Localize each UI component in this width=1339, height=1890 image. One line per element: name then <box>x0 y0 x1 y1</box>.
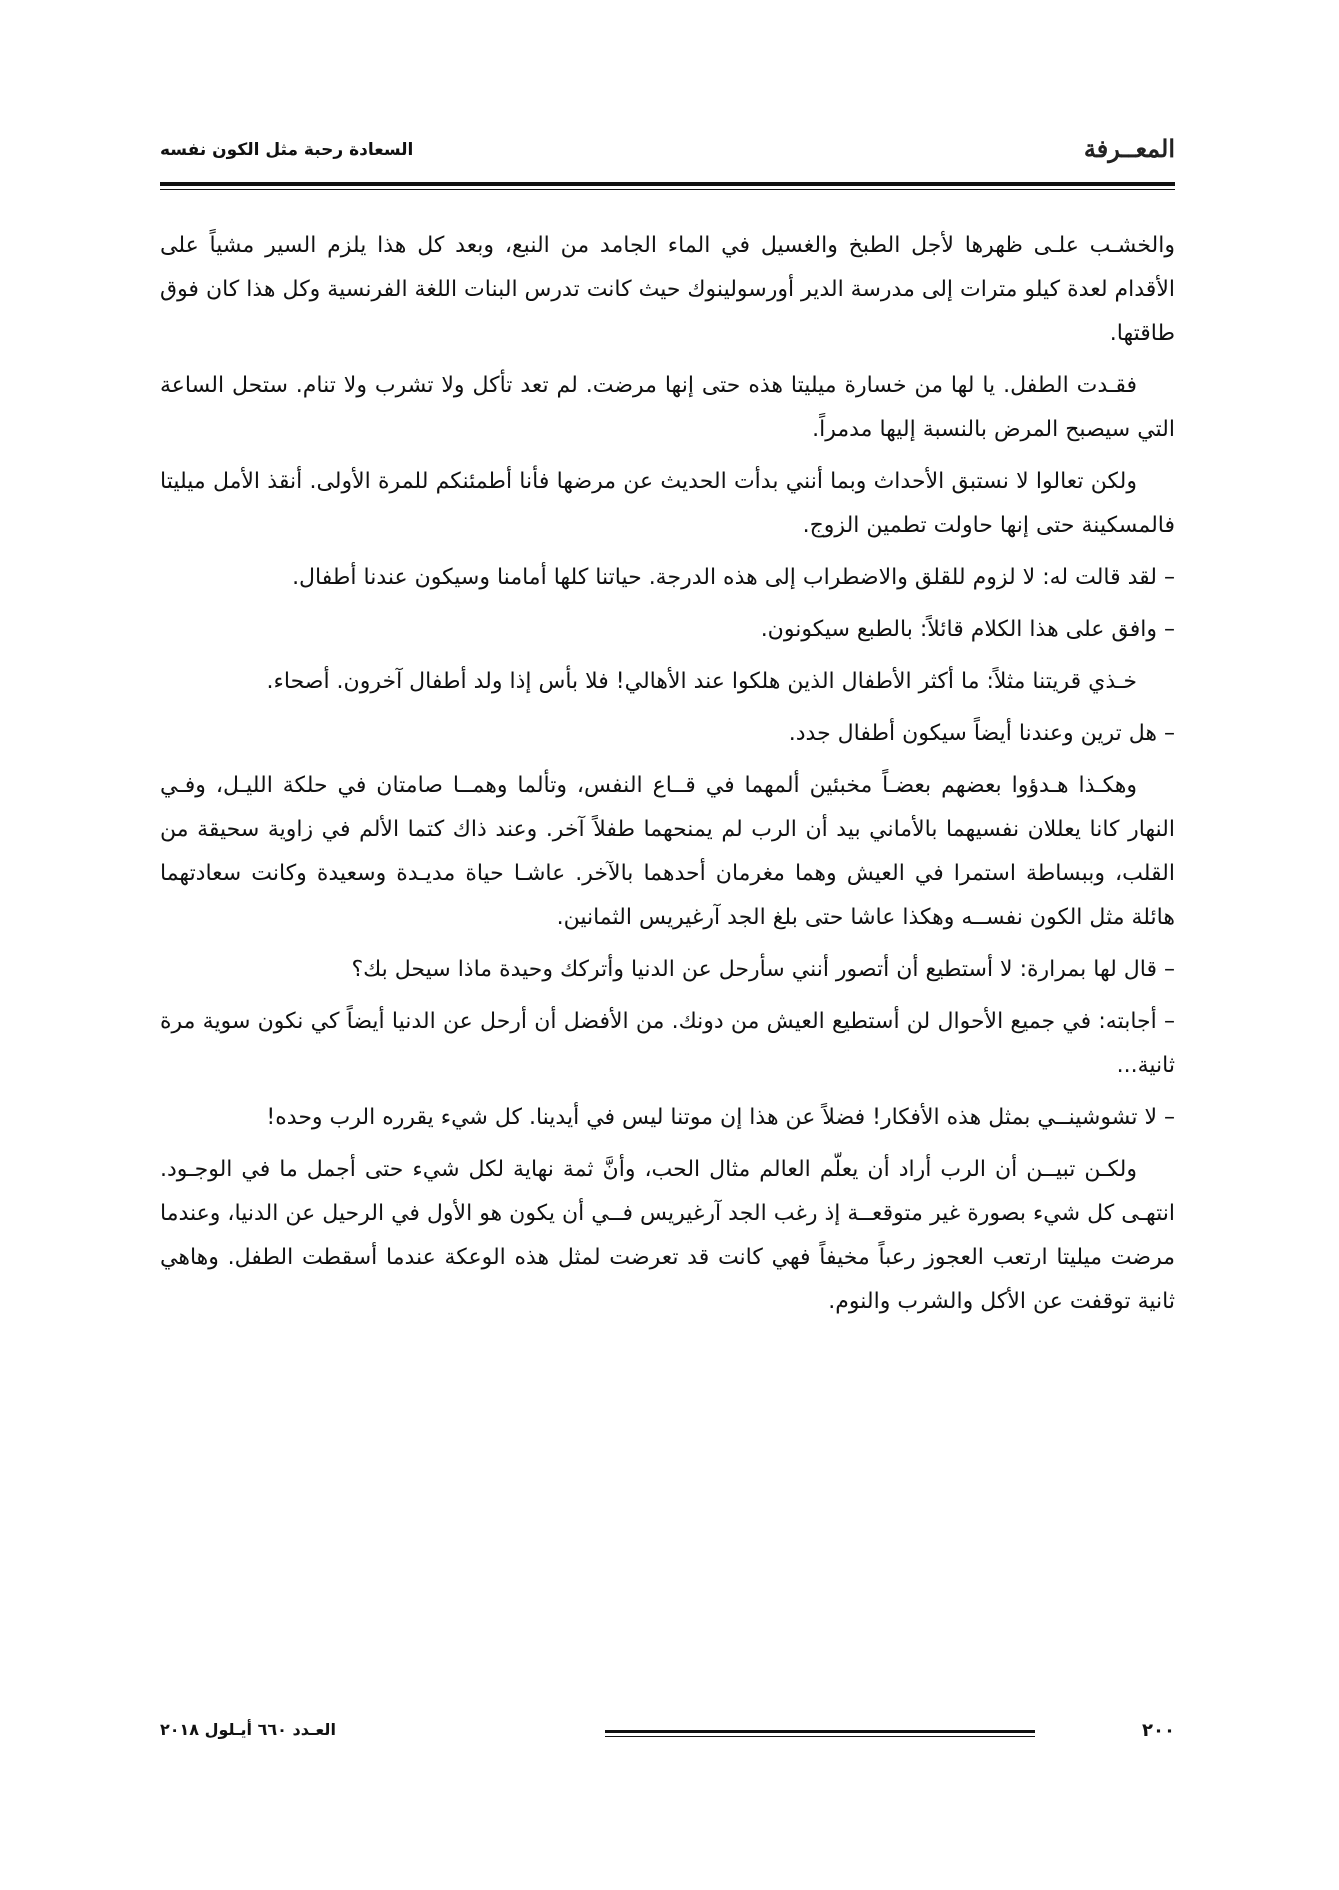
paragraph: وهكـذا هـدؤوا بعضهم بعضـاً مخبئين ألمهما في قــاع النفس، وتألما وهمــا صامتان في حلكة الليـل، وفـي النهار كانا يعللان نفسيهما بالأماني بيد أن الرب لم يمنحهما طفلاً آخر. وعند ذاك كتما الألم في زاوية سحيقة من القلب، وببساطة استمرا في العيش وهما مغرمان أحدهما بالآخر. عاشـا حياة مديـدة وسعيدة وكانت سعادتهما هائلة مثل الكون نفســه وهكذا عاشا حتى بلغ الجد آرغيريس الثمانين. <box>160 773 1175 930</box>
footer-divider <box>605 1730 1035 1733</box>
paragraph: ولكن تعالوا لا نستبق الأحداث وبما أنني بدأت الحديث عن مرضها فأنا أطمئنكم للمرة الأولى. أنقذ الأمل ميليتا فالمسكينة حتى إنها حاولت تطمين الزوج. <box>160 469 1175 538</box>
paragraph: والخشـب علـى ظهرها لأجل الطبخ والغسيل في الماء الجامد من النبع، وبعد كل هذا يلزم السير مشياً على الأقدام لعدة كيلو مترات إلى مدرسة الدير أورسولينوك حيث كانت تدرس البنات اللغة الفرنسية وكل هذا كان فوق طاقتها. <box>160 233 1175 346</box>
dialogue-line: – لقد قالت له: لا لزوم للقلق والاضطراب إلى هذه الدرجة. حياتنا كلها أمامنا وسيكون عندنا أطفال. <box>292 565 1175 590</box>
issue-info: العـدد ٦٦٠ أيـلول ٢٠١٨ <box>160 1720 336 1739</box>
dialogue-line: – أجابته: في جميع الأحوال لن أستطيع العيش من دونك. من الأفضل أن أرحل عن الدنيا أيضاً كي نكون سوية مرة ثانية... <box>160 1009 1175 1078</box>
paragraph: ولكـن تبيــن أن الرب أراد أن يعلّم العالم مثال الحب، وأنَّ ثمة نهاية لكل شيء حتى أجمل ما في الوجـود. انتهـى كل شيء بصورة غير متوقعــة إذ رغب الجد آرغيريس فــي أن يكون هو الأول في الرحيل عن الدنيا، وعندما مرضت ميليتا ارتعب العجوز رعباً مخيفاً فهي كانت قد تعرضت لمثل هذه الوعكة عندما أسقطت الطفل. وهاهي ثانية توقفت عن الأكل والشرب والنوم. <box>160 1157 1175 1314</box>
paragraph: خـذي قريتنا مثلاً: ما أكثر الأطفال الذين هلكوا عند الأهالي! فلا بأس إذا ولد أطفال آخرون. أصحاء. <box>266 669 1137 694</box>
page-header <box>160 128 1175 168</box>
page-footer <box>160 1720 1175 1760</box>
dialogue-line: – وافق على هذا الكلام قائلاً: بالطبع سيكونون. <box>760 617 1175 642</box>
page-number: ٢٠٠ <box>1142 1720 1175 1741</box>
paragraph: فقـدت الطفل. يا لها من خسارة ميليتا هذه حتى إنها مرضت. لم تعد تأكل ولا تشرب ولا تنام. ستحل الساعة التي سيصبح المرض بالنسبة إليها مدمراً. <box>160 373 1175 442</box>
footer-divider-thin <box>605 1736 1035 1737</box>
dialogue-line: – قال لها بمرارة: لا أستطيع أن أتصور أنني سأرحل عن الدنيا وأتركك وحيدة ماذا سيحل بك؟ <box>351 957 1175 982</box>
article-body <box>160 224 1175 1332</box>
journal-logo: المعــرفة <box>1083 134 1175 163</box>
header-divider <box>160 182 1175 186</box>
dialogue-line: – لا تشوشينــي بمثل هذه الأفكار! فضلاً عن هذا إن موتنا ليس في أيدينا. كل شيء يقرره الرب وحده! <box>266 1105 1175 1130</box>
running-title: السعادة رحبة مثل الكون نفسه <box>160 140 414 160</box>
dialogue-line: – هل ترين وعندنا أيضاً سيكون أطفال جدد. <box>788 721 1175 746</box>
header-divider-thin <box>160 189 1175 190</box>
